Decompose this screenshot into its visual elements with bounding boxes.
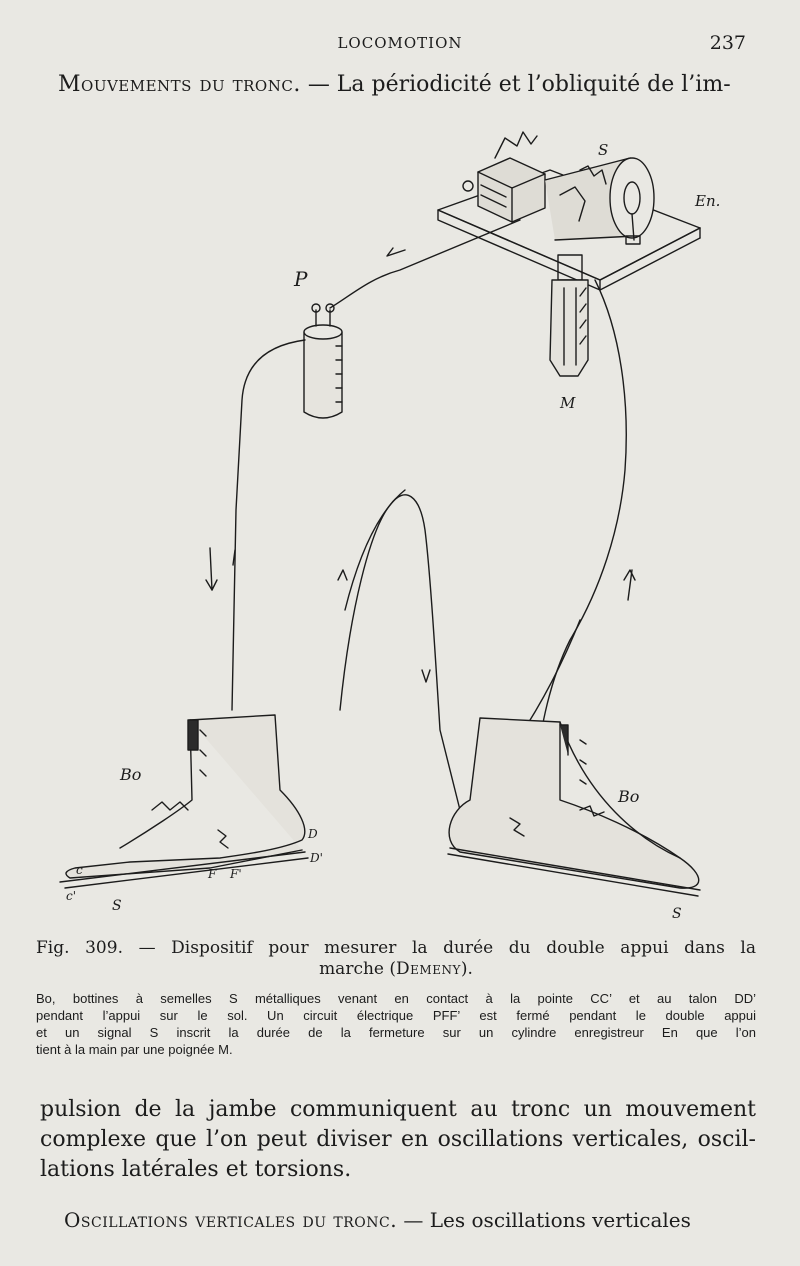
figure-illustration [40,110,765,930]
body-line: lations latérales et torsions. [40,1157,352,1182]
intro-line [58,72,731,97]
page-number: 237 [709,32,746,54]
running-title: LOCOMOTION [337,34,463,52]
recording-cylinder [545,158,654,244]
label-heel-d: D [308,827,318,841]
label-contact-f-prime: F' [230,867,242,881]
caption-line-2-end: ). [460,959,473,979]
handle-m [550,255,588,376]
legend-line: Bo, bottines à semelles S métalliques venant en contact à la pointe CC’ et au talon DD’ [36,991,756,1006]
label-toe-c: c [76,863,83,877]
label-signal: S [598,141,609,159]
body-paragraph [40,1095,756,1185]
left-boot [60,715,308,888]
body-line: pulsion de la jambe communiquent au tronc un mouvement [40,1097,756,1122]
intro-text: — La périodicité et l’obliquité de l’im- [307,72,731,97]
caption-line-2-main: marche ( [319,959,397,979]
label-sole-left: S [112,898,122,914]
legend-line: pendant l’appui sur le sol. Un circuit électrique PFF’ est fermé pendant le double appui [36,1008,756,1023]
label-contact-f: F [208,867,217,881]
legend-line: et un signal S inscrit la durée de la fermeture sur un cylindre enregistreur En que l’on [36,1025,756,1040]
figure-caption [36,938,756,980]
running-header [0,34,800,56]
apparatus-drawing [40,110,765,930]
section-line [64,1208,756,1232]
label-heel-d-prime: D' [310,851,323,865]
caption-line-2 [36,959,756,980]
label-cylinder: En. [695,192,721,210]
label-battery: P [294,267,308,291]
body-line: complexe que l’on peut diviser en oscillations verticales, oscil- [40,1127,756,1152]
caption-author: Demeny [396,959,461,979]
caption-line-1: Fig. 309. — Dispositif pour mesurer la durée du double appui dans la [36,938,756,958]
label-toe-c-prime: c' [66,889,77,903]
legend-line: tient à la main par une poignée M. [36,1042,233,1057]
label-boot-left: Bo [120,765,142,784]
figure-legend [36,990,756,1058]
label-handle: M [560,394,576,412]
battery-p [304,304,342,418]
section-heading: Oscillations verticales du tronc. [64,1208,398,1232]
right-boot [448,718,700,896]
label-boot-right: Bo [618,787,640,806]
section-text: — Les oscillations verticales [403,1208,691,1232]
intro-heading: Mouvements du tronc. [58,72,301,97]
label-sole-right: S [672,906,682,922]
